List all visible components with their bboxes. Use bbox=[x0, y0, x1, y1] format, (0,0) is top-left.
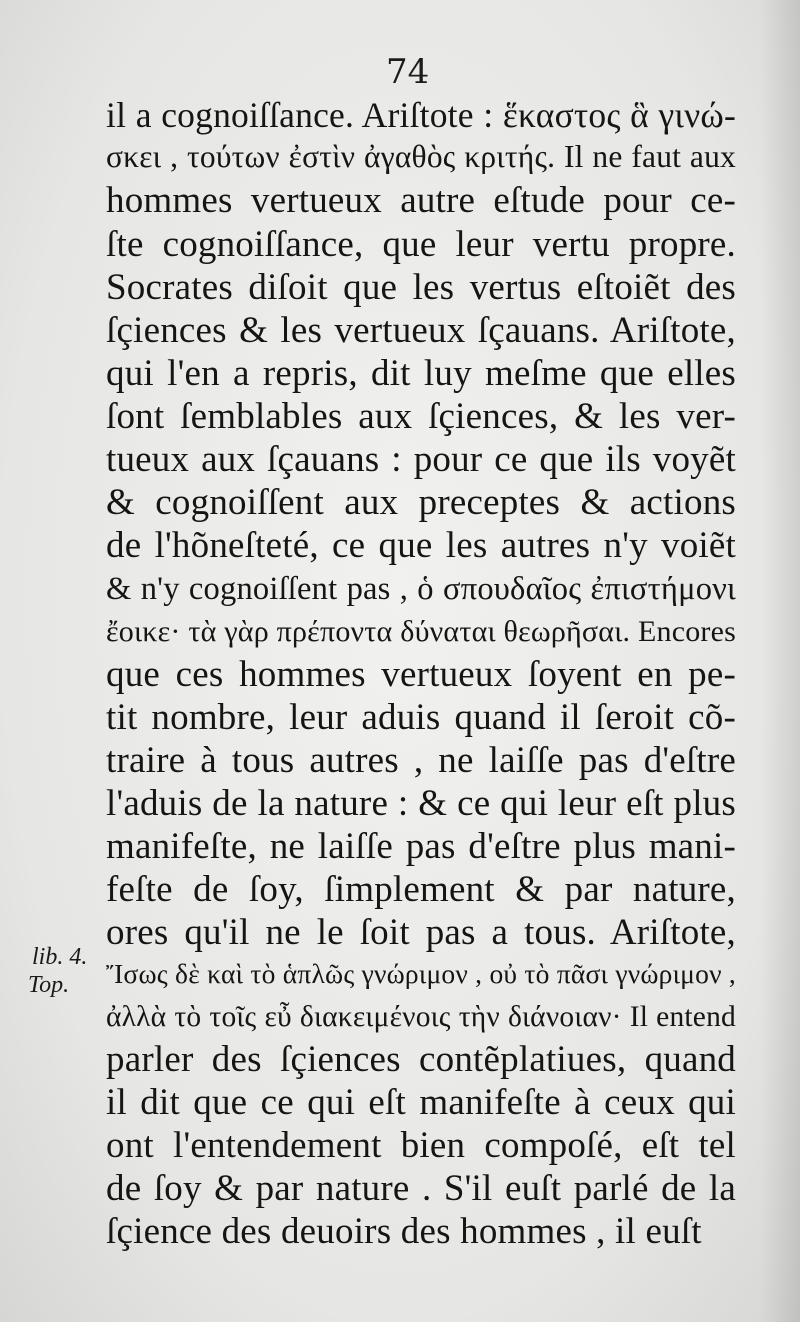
text-line: tueux aux ſçauans : pour ce que ils voyẽt bbox=[106, 439, 736, 480]
text-line: parler des ſçiences contẽplatiues, quand bbox=[106, 1039, 736, 1080]
margin-note-ref: lib. 4. bbox=[32, 944, 88, 970]
page-number: 74 bbox=[386, 52, 430, 92]
text-line: ἀλλὰ τὸ τοῖς εὖ διακειμένοις τὴν διάνοιαν· Il entend bbox=[106, 1001, 736, 1033]
text-line: de ſoy & par nature . S'il euſt parlé de la bbox=[106, 1168, 736, 1209]
text-line: Socrates diſoit que les vertus eſtoiẽt des bbox=[106, 267, 736, 308]
text-line: l'aduis de la nature : & ce qui leur eſt plus bbox=[106, 783, 736, 824]
text-line: σκει , τούτων ἐστὶν ἀγαθὸς κριτής. Il ne faut aux bbox=[106, 139, 736, 174]
text-line: & n'y cognoiſſent pas , ὁ σπουδαῖος ἐπιστήμονι bbox=[106, 571, 736, 607]
text-line: ἔοικε· τὰ γὰρ πρέποντα δύναται θεωρῆσαι. Encores bbox=[106, 615, 736, 648]
text-line: ſte cognoiſſance, que leur vertu propre. bbox=[106, 224, 736, 265]
text-line: & cognoiſſent aux preceptes & actions bbox=[106, 482, 736, 523]
text-line: de l'hõneſteté, ce que les autres n'y voiẽt bbox=[106, 525, 736, 566]
text-line: traire à tous autres , ne laiſſe pas d'eſtre bbox=[106, 740, 736, 781]
text-line: qui l'en a repris, dit luy meſme que elles bbox=[106, 353, 736, 394]
text-line: ont l'entendement bien compoſé, eſt tel bbox=[106, 1125, 736, 1166]
text-line: ſont ſemblables aux ſçiences, & les ver- bbox=[106, 396, 736, 437]
text-line: que ces hommes vertueux ſoyent en pe- bbox=[106, 654, 736, 695]
page-edge-shadow bbox=[760, 0, 800, 1322]
text-line: manifeſte, ne laiſſe pas d'eſtre plus mani- bbox=[106, 826, 736, 867]
text-line: ores qu'il ne le ſoit pas a tous. Ariſtote, bbox=[106, 912, 736, 953]
margin-note-work: Top. bbox=[28, 972, 70, 998]
text-line: ſçiences & les vertueux ſçauans. Ariſtote, bbox=[106, 310, 736, 351]
text-line: Ἴσως δὲ καὶ τὸ ἁπλῶς γνώριμον , οὐ τὸ πᾶσι γνώριμον , bbox=[106, 958, 736, 989]
text-line: hommes vertueux autre eſtude pour ce- bbox=[106, 180, 736, 221]
text-line: tit nombre, leur aduis quand il ſeroit cõ- bbox=[106, 697, 736, 738]
text-line: feſte de ſoy, ſimplement & par nature, bbox=[106, 869, 736, 910]
text-line: ſçience des deuoirs des hommes , il euſt bbox=[106, 1211, 702, 1252]
text-line: il dit que ce qui eſt manifeſte à ceux qui bbox=[106, 1082, 736, 1123]
text-line: il a cognoiſſance. Ariſtote : ἕκαστος ἃ γινώ- bbox=[106, 95, 736, 135]
